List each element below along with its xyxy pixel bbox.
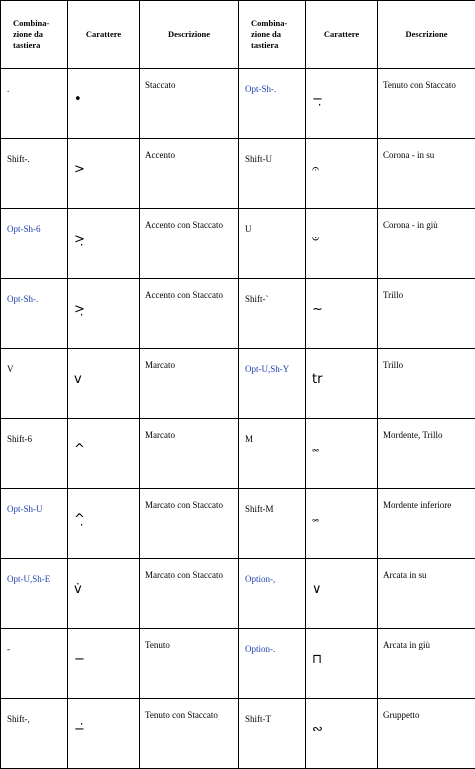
key-combo-right: M xyxy=(239,419,306,489)
symbol-cell-left xyxy=(68,699,140,769)
table-row xyxy=(1,419,475,489)
description-right: Trillo xyxy=(378,279,475,349)
table-header-row xyxy=(1,1,475,69)
symbol-cell-right xyxy=(306,139,378,209)
key-combo-left: . xyxy=(1,69,68,139)
description-left: Accento con Staccato xyxy=(140,209,239,279)
music-symbol-icon: tr xyxy=(312,373,322,386)
description-left: Marcato xyxy=(140,419,239,489)
table-row xyxy=(1,559,475,629)
header-key-right: Combina- zione da tastiera xyxy=(239,1,306,69)
key-combo-right: Shift-T xyxy=(239,699,306,769)
symbol-cell-right xyxy=(306,559,378,629)
description-right: Gruppetto xyxy=(378,699,475,769)
music-symbol-icon: ∾ xyxy=(312,723,323,736)
table-row xyxy=(1,279,475,349)
key-combo-right: Opt-U,Sh-Y xyxy=(239,349,306,419)
description-right: Arcata in giù xyxy=(378,629,475,699)
music-symbol-icon: ^ xyxy=(74,443,85,456)
symbol-cell-right xyxy=(306,629,378,699)
description-left: Accento con Staccato xyxy=(140,279,239,349)
symbol-cell-left xyxy=(68,629,140,699)
music-symbol-icon: >̣ xyxy=(74,303,85,316)
key-combo-right: U xyxy=(239,209,306,279)
music-symbol-icon: >̣ xyxy=(74,233,85,246)
key-combo-right: Option-. xyxy=(239,629,306,699)
key-combo-right: Opt-Sh-. xyxy=(239,69,306,139)
header-char-right: Carattere xyxy=(306,1,378,69)
table-row xyxy=(1,209,475,279)
description-left: Tenuto con Staccato xyxy=(140,699,239,769)
music-symbol-icon: 𝆗 xyxy=(312,443,319,456)
description-right: Arcata in su xyxy=(378,559,475,629)
symbol-cell-right xyxy=(306,279,378,349)
description-left: Marcato xyxy=(140,349,239,419)
table-row xyxy=(1,349,475,419)
table-row xyxy=(1,699,475,769)
header-key-left: Combina- zione da tastiera xyxy=(1,1,68,69)
key-combo-left: Opt-Sh-. xyxy=(1,279,68,349)
table-row xyxy=(1,489,475,559)
key-combo-left: - xyxy=(1,629,68,699)
symbol-cell-left xyxy=(68,559,140,629)
symbol-cell-right xyxy=(306,209,378,279)
key-combo-left: Shift-, xyxy=(1,699,68,769)
symbol-cell-left xyxy=(68,279,140,349)
key-combo-left: Opt-Sh-6 xyxy=(1,209,68,279)
symbol-cell-right xyxy=(306,349,378,419)
symbol-cell-right xyxy=(306,69,378,139)
music-symbol-icon: v̇ xyxy=(74,583,82,596)
description-left: Marcato con Staccato xyxy=(140,559,239,629)
symbol-cell-right xyxy=(306,699,378,769)
key-combo-left: V xyxy=(1,349,68,419)
key-combo-left: Opt-U,Sh-E xyxy=(1,559,68,629)
music-symbol-icon: − xyxy=(74,653,85,666)
music-symbol-icon: ~ xyxy=(312,303,323,316)
header-desc-right: Descrizione xyxy=(378,1,475,69)
description-right: Mordente, Trillo xyxy=(378,419,475,489)
key-combo-right: Shift-U xyxy=(239,139,306,209)
key-combo-left: Shift-. xyxy=(1,139,68,209)
description-right: Corona - in giù xyxy=(378,209,475,279)
description-left: Tenuto xyxy=(140,629,239,699)
music-symbol-icon: > xyxy=(74,163,85,176)
symbol-cell-right xyxy=(306,419,378,489)
music-symbol-icon: v xyxy=(74,373,82,386)
music-symbol-icon: 𝄑 xyxy=(312,233,319,246)
key-combo-right: Option-, xyxy=(239,559,306,629)
music-symbol-icon: ⊓ xyxy=(312,653,322,666)
music-symbol-icon: −̇ xyxy=(74,723,85,736)
table-row xyxy=(1,69,475,139)
key-combo-left: Shift-6 xyxy=(1,419,68,489)
music-symbol-icon: ∨ xyxy=(312,583,322,596)
symbol-cell-left xyxy=(68,69,140,139)
key-combo-right: Shift-` xyxy=(239,279,306,349)
description-right: Trillo xyxy=(378,349,475,419)
music-symbol-icon: • xyxy=(74,93,82,106)
table-row xyxy=(1,629,475,699)
header-desc-left: Descrizione xyxy=(140,1,239,69)
description-left: Marcato con Staccato xyxy=(140,489,239,559)
key-combo-right: Shift-M xyxy=(239,489,306,559)
music-symbol-icon: 𝄐 xyxy=(312,163,319,176)
symbol-cell-left xyxy=(68,349,140,419)
description-right: Mordente inferiore xyxy=(378,489,475,559)
table-row xyxy=(1,139,475,209)
music-symbol-icon: −̣ xyxy=(312,93,323,106)
music-symbol-icon: ^̣ xyxy=(74,513,85,526)
description-left: Accento xyxy=(140,139,239,209)
music-symbol-icon: 𝆘 xyxy=(312,513,319,526)
header-char-left: Carattere xyxy=(68,1,140,69)
description-right: Tenuto con Staccato xyxy=(378,69,475,139)
symbol-cell-left xyxy=(68,489,140,559)
symbol-cell-left xyxy=(68,419,140,489)
symbol-cell-left xyxy=(68,139,140,209)
symbol-cell-right xyxy=(306,489,378,559)
symbol-cell-left xyxy=(68,209,140,279)
description-right: Corona - in su xyxy=(378,139,475,209)
key-combo-left: Opt-Sh-U xyxy=(1,489,68,559)
description-left: Staccato xyxy=(140,69,239,139)
